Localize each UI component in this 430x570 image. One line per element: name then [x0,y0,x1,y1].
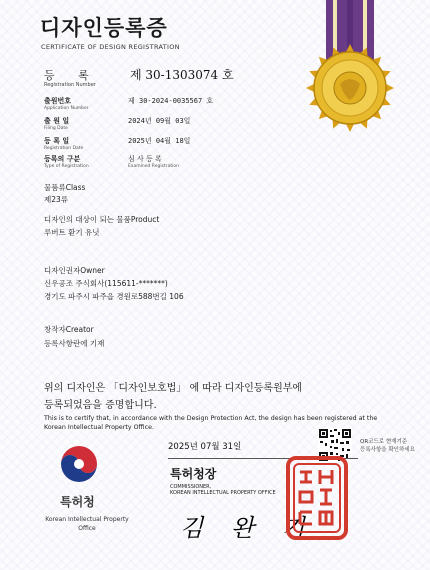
product-label: 디자인의 대상이 되는 물품Product [44,215,160,224]
official-seal-icon [286,456,348,540]
owner-label: 디자인권자Owner [44,266,105,275]
issue-date: 2025년 07월 31일 [168,442,242,452]
qr-note-line2: 등록사항을 확인하세요 [360,447,415,453]
gold-medal-icon [300,0,400,140]
logo-text-en: Korean Intellectual Property Office [45,516,129,532]
class-label: 물품류Class [44,183,86,192]
registration-label-en: Registration Number [44,82,96,88]
office-title: 특허청장 [170,467,217,481]
application-number-value: 제 30-2024-0035567 호 [128,97,214,105]
registration-date-sub: Registration Date [44,146,84,151]
statement-en-line1: This is to certify that, in accordance with the Design Protection Act, the design has been registered at the [44,415,378,422]
office-title-en-line2: KOREAN INTELLECTUAL PROPERTY OFFICE [170,490,276,496]
registration-type-label: 등록의 구분 [44,155,81,163]
registration-date-value: 2025년 04월 18일 [128,137,191,145]
signature: 김 완 기 [180,514,315,542]
registration-type-sub: Type of Registration [44,164,89,169]
filing-date-value: 2024년 09월 03일 [128,117,191,125]
certificate-subtitle: CERTIFICATE OF DESIGN REGISTRATION [41,43,180,51]
registration-number: 제 30-1303074 호 [130,68,234,82]
creator-label: 창작자Creator [44,325,94,334]
registration-type-value: 심 사 등 록 [128,155,162,163]
registration-label: 등 록 [44,69,99,82]
office-title-en [170,484,276,496]
filing-date-sub: Filing Date [44,126,68,131]
statement-ko-line1: 위의 디자인은 「디자인보호법」 에 따라 디자인등록원부에 [44,383,303,394]
qr-note [360,438,415,454]
registration-date-label: 등 록 일 [44,137,70,145]
statement-ko-line2: 등록되었음을 증명합니다. [44,400,157,411]
application-number-sub: Application Number [44,106,89,111]
office-title-en-line1: COMMISSIONER, [170,484,212,490]
class-value: 제23류 [44,195,69,204]
logo-text-ko: 특허청 [60,495,95,509]
statement-en-line2: Korean Intellectual Property Office. [44,424,154,431]
certificate-title: 디자인등록증 [40,16,168,40]
owner-address: 경기도 파주시 파주읍 경원로588번길 106 [44,292,184,301]
product-value: 루버트 환기 유닛 [44,228,100,237]
owner-name: 신우공조 주식회사(115611-*******) [44,279,168,288]
qr-note-line1: QR코드로 현재기준 [360,439,408,445]
filing-date-label: 출 원 일 [44,117,70,125]
application-number-label: 출원번호 [44,97,72,105]
creator-value: 등록사항란에 기재 [44,339,105,348]
kipo-logo-icon [57,442,101,486]
registration-type-value-sub: Examined Registration [128,164,179,169]
